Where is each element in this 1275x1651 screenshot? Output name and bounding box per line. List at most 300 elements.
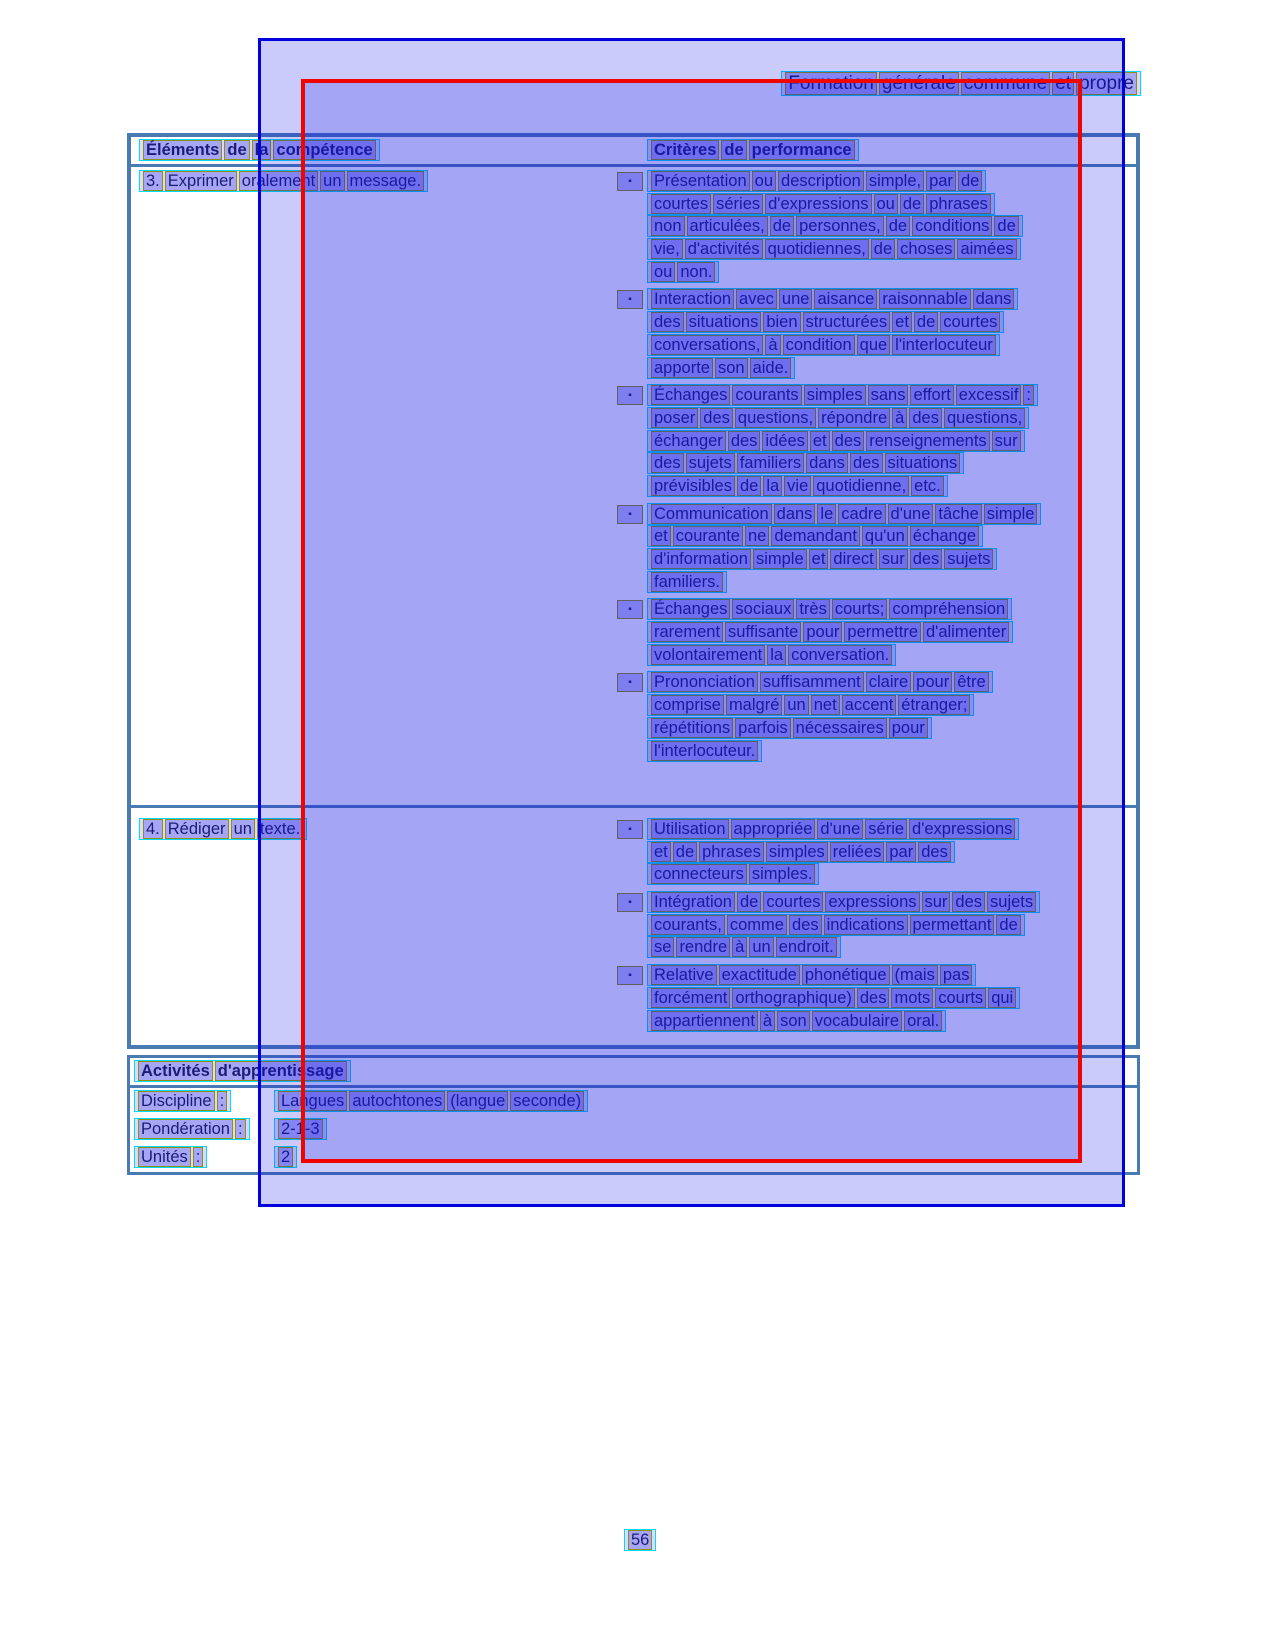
ocr-word-box: Rédiger (165, 819, 229, 839)
ocr-word-box: par (926, 171, 956, 191)
ocr-line (274, 1118, 1137, 1141)
criterion-text (647, 964, 1136, 1032)
ocr-word-box: propre (1076, 72, 1137, 95)
ocr-word-box: dans (973, 289, 1015, 309)
ocr-line-box (647, 475, 948, 497)
criterion-text (647, 170, 1136, 283)
ocr-word-box: conditions (912, 216, 992, 236)
ocr-word-box: courts; (832, 599, 888, 619)
ocr-word-box: de (770, 216, 794, 236)
ocr-line (134, 1090, 274, 1113)
ocr-word-box: courtes (763, 892, 823, 912)
bullet-icon: ▪ (617, 290, 643, 309)
ocr-word-box: dans (806, 453, 848, 473)
ocr-word-box: qui (988, 988, 1016, 1008)
ocr-word-box: Activités (138, 1061, 213, 1081)
ocr-word-box: être (954, 672, 988, 692)
ocr-word-box: sujets (987, 892, 1036, 912)
ocr-word-box: l'interlocuteur. (651, 741, 758, 761)
ocr-word-box: de (737, 476, 761, 496)
ocr-line (647, 139, 1136, 162)
ocr-line (781, 71, 1141, 94)
element-cell (131, 167, 611, 805)
ocr-line-box (647, 621, 1013, 643)
ocr-line (647, 740, 1136, 763)
ocr-line (647, 694, 1136, 717)
ocr-line (647, 964, 1136, 987)
ocr-line-box (647, 215, 1023, 237)
ocr-line-box (647, 384, 1038, 406)
criterion-item (617, 818, 1136, 886)
ocr-word-box: : (193, 1147, 204, 1167)
ocr-word-box: des (700, 408, 733, 428)
ocr-word-box: ou (874, 194, 898, 214)
competency-table-body (131, 167, 1136, 1045)
ocr-word-box: répétitions (651, 718, 733, 738)
ocr-word-box: d'une (817, 819, 863, 839)
ocr-word-box: série (865, 819, 907, 839)
criterion-item (617, 170, 1136, 283)
ocr-word-box: connecteurs (651, 864, 747, 884)
ocr-line-box (781, 71, 1141, 96)
ocr-word-box: répondre (818, 408, 890, 428)
ocr-word-box: performance (749, 140, 855, 160)
ocr-line (647, 288, 1136, 311)
ocr-line (139, 170, 611, 193)
learning-activities-table (127, 1055, 1140, 1175)
ocr-word-box: pour (913, 672, 952, 692)
ocr-word-box: : (1023, 385, 1034, 405)
ocr-word-box: par (886, 842, 916, 862)
ocr-line (647, 548, 1136, 571)
ocr-line (647, 452, 1136, 475)
ocr-word-box: ne (745, 526, 769, 546)
ocr-line (647, 863, 1136, 886)
ocr-word-box: Éléments (143, 140, 222, 160)
ocr-word-box: choses (897, 239, 955, 259)
ocr-word-box: questions, (944, 408, 1025, 428)
ocr-word-box: comprise (651, 695, 724, 715)
criterion-text (647, 384, 1136, 497)
ocr-word-box: courants, (651, 915, 725, 935)
ocr-line-box (647, 193, 995, 215)
ocr-word-box: des (832, 431, 865, 451)
ocr-word-box: poser (651, 408, 698, 428)
ocr-word-box: générale (879, 72, 959, 95)
ocr-word-box: quotidienne, (813, 476, 909, 496)
ocr-line-box (647, 525, 983, 547)
ocr-word-box: sans (868, 385, 909, 405)
document-header (781, 71, 1141, 94)
ocr-word-box: endroit. (776, 937, 837, 957)
criteria-cell (611, 808, 1136, 1045)
ocr-line (647, 571, 1136, 594)
ocr-line (647, 936, 1136, 959)
competency-table-header-row (131, 137, 1136, 167)
ocr-word-box: non (651, 216, 685, 236)
ocr-word-box: ou (752, 171, 776, 191)
ocr-word-box: quotidiennes, (765, 239, 869, 259)
ocr-word-box: Exprimer (165, 171, 237, 191)
table-row (131, 805, 1136, 1045)
field-value (274, 1146, 1137, 1172)
ocr-word-box: sur (992, 431, 1021, 451)
criterion-text (647, 671, 1136, 762)
ocr-word-box: (langue (447, 1091, 508, 1111)
ocr-word-box: 2-1-3 (278, 1119, 323, 1139)
ocr-word-box: appartiennent (651, 1011, 758, 1031)
ocr-line (647, 311, 1136, 334)
ocr-line (647, 215, 1136, 238)
ocr-word-box: courtes (651, 194, 711, 214)
ocr-word-box: la (252, 140, 272, 160)
ocr-word-box: de (224, 140, 249, 160)
ocr-word-box: sur (922, 892, 951, 912)
bullet-icon: ▪ (617, 966, 643, 985)
ocr-word-box: bien (763, 312, 800, 332)
ocr-word-box: texte. (257, 819, 303, 839)
ocr-word-box: Communication (651, 504, 772, 524)
ocr-word-box: sujets (686, 453, 735, 473)
ocr-line-box (274, 1146, 297, 1168)
ocr-word-box: net (811, 695, 840, 715)
criterion-item (617, 964, 1136, 1032)
bullet-icon: ▪ (617, 172, 643, 191)
ocr-line (139, 139, 611, 162)
ocr-word-box: simple (984, 504, 1038, 524)
ocr-word-box: dans (774, 504, 816, 524)
ocr-line-box (647, 818, 1019, 840)
ocr-word-box: appropriée (731, 819, 816, 839)
ocr-line (274, 1146, 1137, 1169)
ocr-word-box: un (231, 819, 255, 839)
ocr-word-box: compétence (273, 140, 375, 160)
ocr-line-box (647, 644, 896, 666)
ocr-word-box: condition (783, 335, 855, 355)
ocr-word-box: orthographique) (732, 988, 855, 1008)
ocr-word-box: des (918, 842, 951, 862)
ocr-word-box: suffisamment (760, 672, 864, 692)
ocr-word-box: et (892, 312, 912, 332)
ocr-word-box: d'alimenter (923, 622, 1009, 642)
ocr-line-box (647, 407, 1029, 429)
ocr-line (624, 1529, 656, 1552)
ocr-word-box: excessif (956, 385, 1022, 405)
ocr-word-box: forcément (651, 988, 730, 1008)
ocr-word-box: séries (713, 194, 763, 214)
page-number (624, 1529, 656, 1552)
ocr-word-box: pas (940, 965, 973, 985)
ocr-word-box: renseignements (866, 431, 989, 451)
ocr-word-box: à (892, 408, 907, 428)
ocr-word-box: de (886, 216, 910, 236)
ocr-word-box: et (651, 842, 671, 862)
criterion-item (617, 288, 1136, 379)
ocr-word-box: direct (830, 549, 876, 569)
ocr-line-box (647, 841, 955, 863)
ocr-word-box: des (651, 453, 684, 473)
ocr-word-box: simples (804, 385, 866, 405)
ocr-word-box: questions, (735, 408, 816, 428)
ocr-line (647, 261, 1136, 284)
ocr-line (647, 475, 1136, 498)
ocr-word-box: vocabulaire (812, 1011, 902, 1031)
ocr-word-box: de (871, 239, 895, 259)
ocr-line (139, 818, 611, 841)
ocr-word-box: accent (842, 695, 897, 715)
ocr-word-box: d'activités (685, 239, 763, 259)
ocr-word-box: à (760, 1011, 775, 1031)
ocr-word-box: courante (673, 526, 743, 546)
ocr-word-box: de (900, 194, 924, 214)
ocr-line (134, 1118, 274, 1141)
ocr-line-box (647, 717, 932, 739)
learning-activities-body (130, 1088, 1137, 1172)
ocr-word-box: des (789, 915, 822, 935)
ocr-line-box (134, 1090, 231, 1112)
ocr-word-box: permettre (844, 622, 921, 642)
ocr-word-box: demandant (771, 526, 860, 546)
ocr-line (647, 914, 1136, 937)
ocr-word-box: courts (935, 988, 986, 1008)
ocr-word-box: de (958, 171, 982, 191)
criterion-text (647, 288, 1136, 379)
ocr-word-box: Présentation (651, 171, 750, 191)
ocr-word-box: simples (766, 842, 828, 862)
ocr-word-box: mots (891, 988, 933, 1008)
learning-activities-title (130, 1058, 1137, 1088)
criterion-item (617, 891, 1136, 959)
competency-table (127, 133, 1140, 1049)
bullet-icon: ▪ (617, 820, 643, 839)
ocr-word-box: Échanges (651, 599, 730, 619)
ocr-line-box (647, 334, 1000, 356)
criteria-cell (611, 167, 1136, 805)
ocr-word-box: 4. (143, 819, 163, 839)
ocr-line (647, 1010, 1136, 1033)
ocr-word-box: d'une (888, 504, 934, 524)
ocr-word-box: : (217, 1091, 228, 1111)
ocr-line-box (647, 863, 819, 885)
ocr-word-box: se (651, 937, 674, 957)
ocr-line (647, 598, 1136, 621)
ocr-word-box: 56 (628, 1530, 652, 1550)
criterion-item (617, 671, 1136, 762)
ocr-word-box: Unités (138, 1147, 191, 1167)
ocr-word-box: et (1052, 72, 1074, 95)
ocr-word-box: et (651, 526, 671, 546)
ocr-line-box (647, 238, 1021, 260)
ocr-word-box: Relative (651, 965, 717, 985)
ocr-word-box: malgré (726, 695, 782, 715)
ocr-line-box (134, 1060, 351, 1082)
ocr-word-box: simple (753, 549, 807, 569)
ocr-word-box: simple, (866, 171, 924, 191)
criterion-text (647, 818, 1136, 886)
ocr-line-box (647, 964, 976, 986)
ocr-word-box: 3. (143, 171, 163, 191)
ocr-line (647, 407, 1136, 430)
ocr-word-box: de (994, 216, 1018, 236)
ocr-word-box: familiers (737, 453, 804, 473)
ocr-word-box: de (914, 312, 938, 332)
ocr-line-box (647, 261, 719, 283)
bullet-icon: ▪ (617, 600, 643, 619)
ocr-word-box: Utilisation (651, 819, 729, 839)
ocr-word-box: prévisibles (651, 476, 735, 496)
ocr-word-box: oralement (239, 171, 318, 191)
ocr-word-box: le (817, 504, 836, 524)
ocr-line (647, 671, 1136, 694)
ocr-word-box: non. (677, 262, 715, 282)
ocr-word-box: un (784, 695, 808, 715)
ocr-line-box (134, 1118, 250, 1140)
ocr-word-box: Prononciation (651, 672, 758, 692)
ocr-line (134, 1060, 1137, 1083)
ocr-word-box: très (796, 599, 830, 619)
ocr-word-box: de (721, 140, 746, 160)
bullet-icon: ▪ (617, 386, 643, 405)
ocr-word-box: échanger (651, 431, 726, 451)
ocr-line (647, 987, 1136, 1010)
ocr-line (647, 430, 1136, 453)
ocr-word-box: apporte (651, 358, 713, 378)
ocr-line-box (624, 1529, 656, 1551)
ocr-word-box: à (765, 335, 780, 355)
ocr-word-box: que (857, 335, 891, 355)
field-label (134, 1146, 274, 1172)
ocr-word-box: tâche (935, 504, 981, 524)
ocr-word-box: sociaux (732, 599, 794, 619)
ocr-word-box: compréhension (889, 599, 1008, 619)
ocr-word-box: 2 (278, 1147, 293, 1167)
field-row (130, 1088, 1137, 1116)
ocr-line-box (647, 139, 859, 161)
ocr-line-box (647, 311, 1004, 333)
ocr-word-box: d'expressions (909, 819, 1015, 839)
ocr-line-box (647, 936, 841, 958)
ocr-line-box (647, 170, 986, 192)
ocr-word-box: structurées (803, 312, 891, 332)
field-row (130, 1116, 1137, 1144)
ocr-word-box: simples. (749, 864, 816, 884)
ocr-word-box: aide. (750, 358, 792, 378)
ocr-word-box: d'apprentissage (215, 1061, 347, 1081)
ocr-line-box (647, 694, 974, 716)
ocr-line-box (647, 357, 795, 379)
criterion-item (617, 598, 1136, 666)
ocr-word-box: situations (686, 312, 762, 332)
ocr-word-box: pour (889, 718, 928, 738)
ocr-line (647, 717, 1136, 740)
ocr-word-box: son (715, 358, 748, 378)
ocr-word-box: un (320, 171, 344, 191)
ocr-word-box: ou (651, 262, 675, 282)
ocr-word-box: personnes, (796, 216, 884, 236)
ocr-word-box: description (778, 171, 864, 191)
ocr-word-box: des (909, 408, 942, 428)
ocr-word-box: aisance (814, 289, 877, 309)
ocr-line (647, 525, 1136, 548)
ocr-line-box (647, 891, 1040, 913)
ocr-line-box (139, 139, 380, 161)
table-row (131, 167, 1136, 805)
ocr-word-box: Intégration (651, 892, 735, 912)
ocr-word-box: qu'un (862, 526, 908, 546)
ocr-word-box: exactitude (719, 965, 800, 985)
ocr-word-box: Discipline (138, 1091, 215, 1111)
ocr-word-box: étranger; (898, 695, 970, 715)
ocr-word-box: vie (784, 476, 811, 496)
ocr-word-box: claire (866, 672, 911, 692)
criterion-item (617, 503, 1136, 594)
bullet-icon: ▪ (617, 893, 643, 912)
ocr-line (647, 621, 1136, 644)
ocr-line (647, 818, 1136, 841)
ocr-word-box: nécessaires (793, 718, 887, 738)
ocr-line (647, 238, 1136, 261)
ocr-word-box: de (673, 842, 697, 862)
ocr-word-box: Critères (651, 140, 719, 160)
ocr-word-box: Interaction (651, 289, 734, 309)
ocr-word-box: Pondération (138, 1119, 233, 1139)
ocr-word-box: volontairement (651, 645, 765, 665)
ocr-word-box: des (728, 431, 761, 451)
bullet-icon: ▪ (617, 505, 643, 524)
element-cell (131, 808, 611, 1045)
criterion-text (647, 598, 1136, 666)
ocr-word-box: des (651, 312, 684, 332)
ocr-word-box: etc. (911, 476, 944, 496)
ocr-line-box (274, 1118, 327, 1140)
ocr-word-box: phrases (699, 842, 764, 862)
ocr-word-box: des (910, 549, 943, 569)
ocr-line-box (647, 430, 1025, 452)
ocr-line (647, 334, 1136, 357)
ocr-word-box: à (732, 937, 747, 957)
ocr-word-box: courants (732, 385, 801, 405)
ocr-word-box: raisonnable (879, 289, 970, 309)
ocr-line-box (647, 571, 727, 593)
ocr-word-box: aimées (957, 239, 1016, 259)
column-header-elements (131, 137, 611, 164)
ocr-word-box: oral. (904, 1011, 942, 1031)
ocr-line-box (647, 452, 964, 474)
ocr-word-box: Échanges (651, 385, 730, 405)
ocr-word-box: pour (803, 622, 842, 642)
ocr-word-box: des (850, 453, 883, 473)
ocr-word-box: son (777, 1011, 810, 1031)
ocr-word-box: la (763, 476, 782, 496)
ocr-line-box (139, 818, 307, 840)
ocr-word-box: sur (879, 549, 908, 569)
ocr-line-box (647, 548, 997, 570)
ocr-line-box (647, 1010, 946, 1032)
ocr-line (647, 891, 1136, 914)
ocr-word-box: effort (910, 385, 953, 405)
ocr-word-box: des (952, 892, 985, 912)
ocr-word-box: suffisante (725, 622, 801, 642)
ocr-line-box (274, 1090, 588, 1112)
column-header-criteria (611, 137, 1136, 164)
ocr-line-box (139, 170, 428, 192)
ocr-word-box: conversations, (651, 335, 763, 355)
ocr-word-box: Formation (785, 72, 877, 95)
criterion-item (617, 384, 1136, 497)
ocr-word-box: comme (727, 915, 787, 935)
ocr-line-box (647, 987, 1020, 1009)
ocr-word-box: (mais (892, 965, 938, 985)
